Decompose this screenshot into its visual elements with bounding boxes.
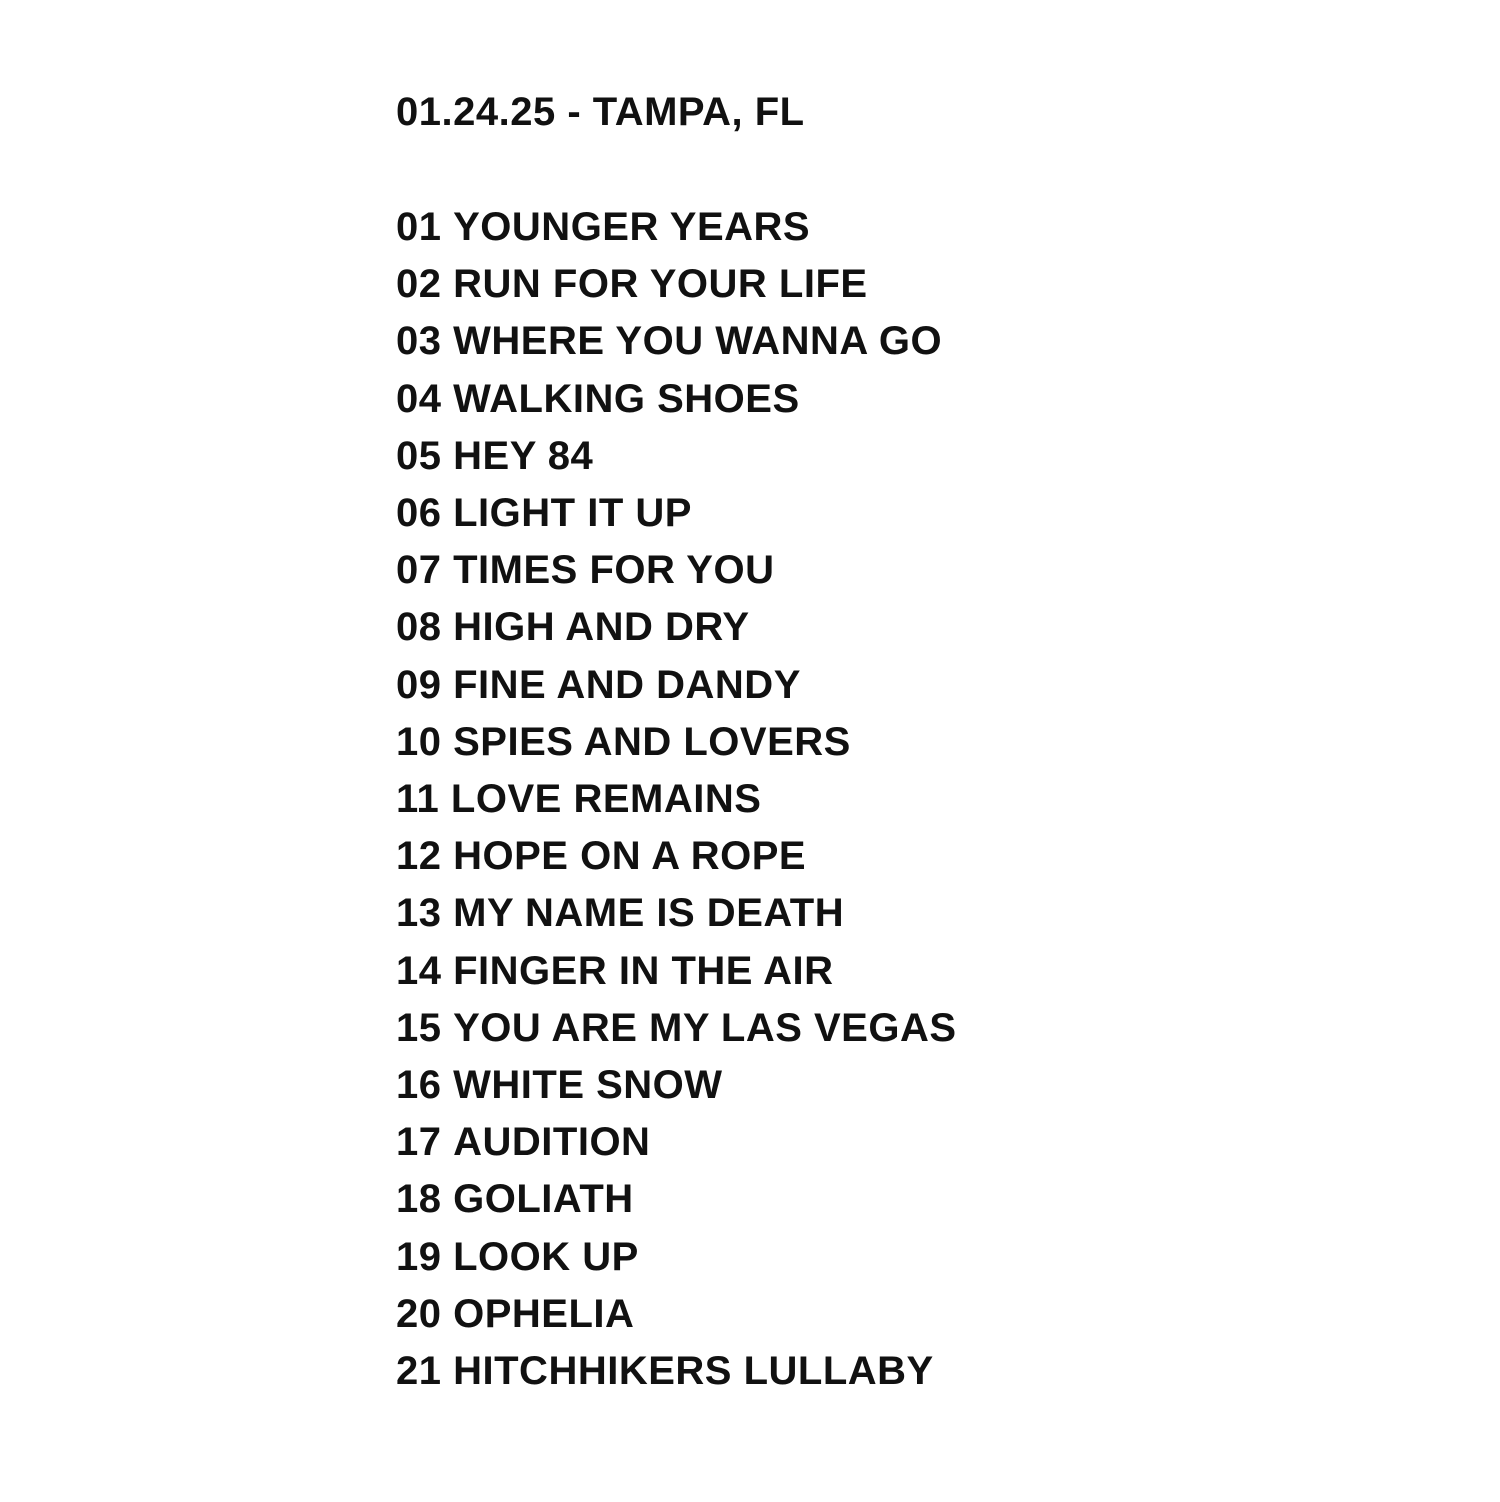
song-title: FINGER IN THE AIR (453, 948, 834, 993)
song-number: 13 (396, 891, 442, 936)
setlist-page (396, 84, 957, 1400)
song-title: HEY 84 (453, 433, 594, 478)
list-item (396, 885, 957, 942)
song-number: 18 (396, 1177, 442, 1222)
list-item (396, 714, 957, 771)
song-number: 16 (396, 1063, 442, 1108)
list-item (396, 599, 957, 656)
song-number: 03 (396, 319, 442, 364)
list-item (396, 1171, 957, 1228)
song-title: TIMES FOR YOU (453, 548, 775, 593)
song-number: 02 (396, 262, 442, 307)
list-item (396, 1343, 957, 1400)
list-item (396, 428, 957, 485)
setlist (396, 199, 957, 1400)
list-item (396, 256, 957, 313)
list-item (396, 1114, 957, 1171)
song-title: YOUNGER YEARS (453, 205, 811, 249)
list-item (396, 485, 957, 542)
list-item (396, 313, 957, 370)
song-number: 15 (396, 1005, 442, 1050)
song-title: RUN FOR YOUR LIFE (453, 262, 868, 307)
song-title: OPHELIA (453, 1291, 635, 1336)
song-number: 06 (396, 491, 442, 536)
song-number: 01 (396, 205, 442, 249)
song-number: 07 (396, 548, 442, 593)
song-title: MY NAME IS DEATH (453, 891, 845, 936)
song-title: WHITE SNOW (453, 1063, 723, 1108)
list-item (396, 542, 957, 599)
list-item (396, 199, 957, 256)
song-number: 04 (396, 376, 442, 421)
song-number: 19 (396, 1234, 442, 1279)
song-number: 11 (396, 777, 440, 822)
song-title: WHERE YOU WANNA GO (453, 319, 943, 364)
list-item (396, 828, 957, 885)
song-number: 21 (396, 1349, 442, 1394)
song-number: 10 (396, 719, 442, 764)
list-item (396, 1229, 957, 1286)
list-item (396, 771, 957, 828)
list-item (396, 943, 957, 1000)
list-item (396, 1000, 957, 1057)
song-number: 08 (396, 605, 442, 650)
song-number: 14 (396, 948, 442, 993)
song-title: LOOK UP (453, 1234, 639, 1279)
song-number: 12 (396, 834, 442, 879)
list-item (396, 1057, 957, 1114)
song-number: 20 (396, 1291, 442, 1336)
song-title: HITCHHIKERS LULLABY (453, 1349, 934, 1394)
song-title: GOLIATH (453, 1177, 634, 1222)
list-item (396, 1286, 957, 1343)
song-title: HIGH AND DRY (453, 605, 750, 650)
song-title: FINE AND DANDY (453, 662, 801, 707)
song-title: LOVE REMAINS (450, 777, 762, 822)
setlist-header: 01.24.25 - TAMPA, FL (396, 90, 805, 134)
song-title: SPIES AND LOVERS (453, 719, 851, 764)
list-item (396, 371, 957, 428)
song-title: HOPE ON A ROPE (453, 834, 807, 879)
list-item (396, 657, 957, 714)
song-title: WALKING SHOES (453, 376, 800, 421)
song-title: AUDITION (453, 1120, 651, 1165)
song-number: 05 (396, 433, 442, 478)
song-number: 09 (396, 662, 442, 707)
song-title: YOU ARE MY LAS VEGAS (453, 1005, 957, 1050)
song-title: LIGHT IT UP (453, 491, 692, 536)
song-number: 17 (396, 1120, 442, 1165)
